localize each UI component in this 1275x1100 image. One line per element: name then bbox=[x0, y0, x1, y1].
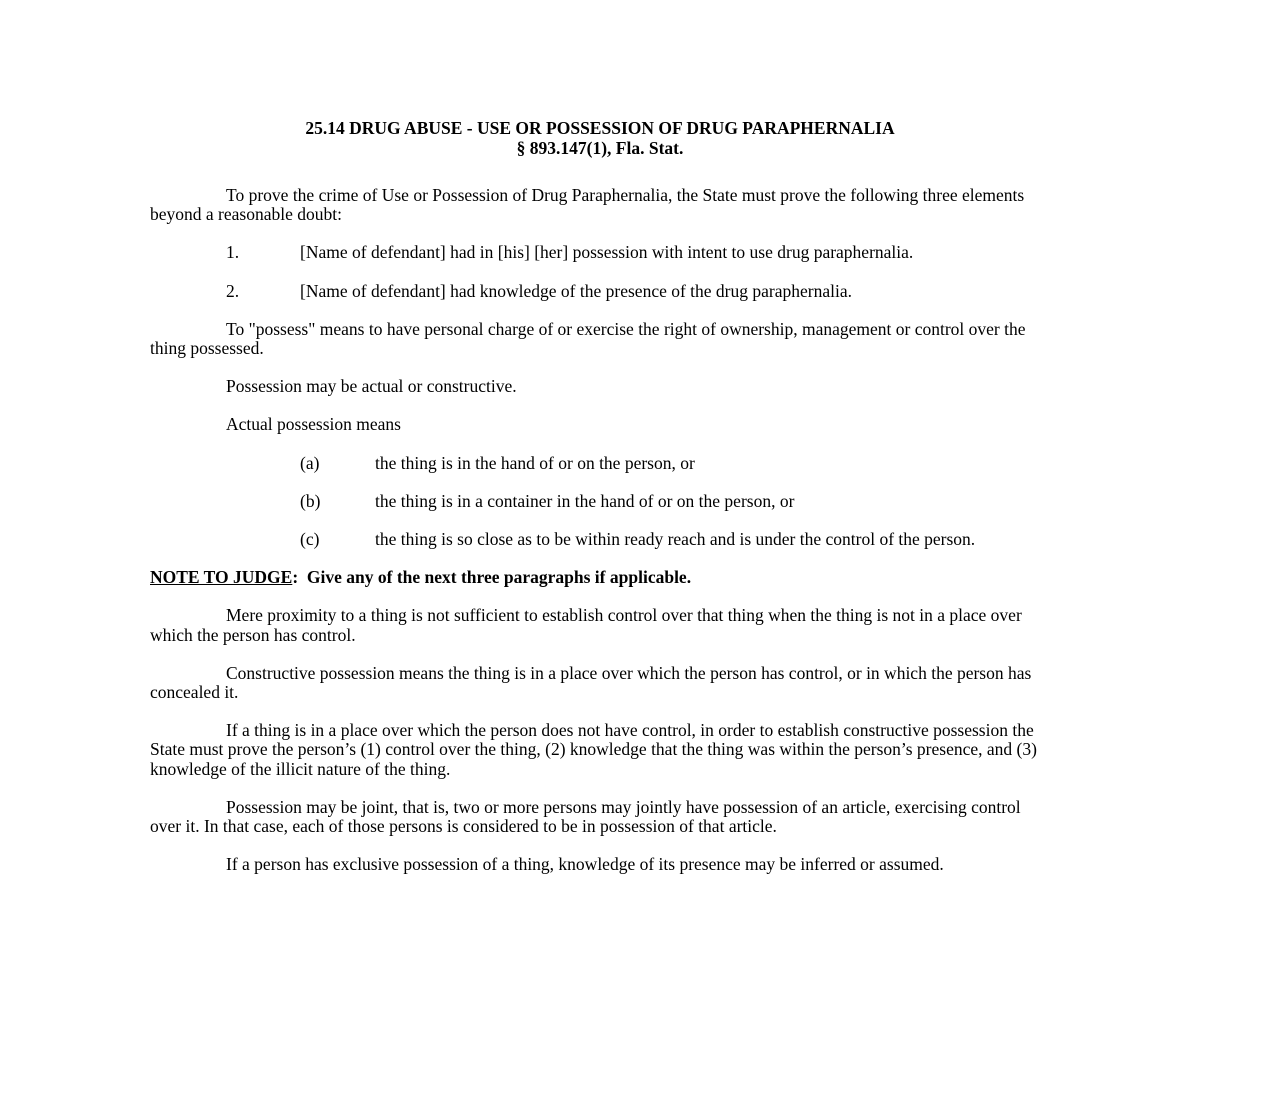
item-letter: (b) bbox=[300, 490, 321, 511]
element-item bbox=[150, 282, 1050, 301]
actual-possession-item bbox=[150, 454, 1050, 473]
document-page bbox=[150, 118, 1050, 874]
item-text: the thing is in a container in the hand of or on the person, or bbox=[375, 490, 795, 511]
actual-possession-item bbox=[150, 492, 1050, 511]
element-text: [Name of defendant] had in [his] [her] possession with intent to use drug paraphernalia. bbox=[300, 242, 914, 263]
element-number: 1. bbox=[226, 242, 240, 263]
item-letter: (a) bbox=[300, 452, 320, 473]
possess-definition: To "possess" means to have personal charge of or exercise the right of ownership, management or control over the thing possessed. bbox=[150, 318, 1026, 359]
exclusive-possession-paragraph: If a person has exclusive possession of a thing, knowledge of its presence may be inferred or assumed. bbox=[226, 854, 944, 875]
statute-citation: § 893.147(1), Fla. Stat. bbox=[516, 138, 684, 158]
constructive-paragraph: Constructive possession means the thing is in a place over which the person has control, or in which the person has concealed it. bbox=[150, 662, 1032, 703]
no-control-paragraph: If a thing is in a place over which the person does not have control, in order to establish constructive possession the State must prove the person’s (1) control over the thing, (2) knowledge that the thing was within the person’s presence, and (3) knowledge of the illicit nature of the thing. bbox=[150, 720, 1037, 779]
item-letter: (c) bbox=[300, 529, 320, 550]
item-text: the thing is so close as to be within ready reach and is under the control of the person. bbox=[375, 529, 976, 550]
note-colon: : bbox=[292, 567, 299, 588]
actual-possession-item bbox=[150, 530, 1050, 549]
element-item bbox=[150, 243, 1050, 262]
item-text: the thing is in the hand of or on the person, or bbox=[375, 452, 695, 473]
note-text: Give any of the next three paragraphs if applicable. bbox=[306, 567, 692, 588]
intro-paragraph: To prove the crime of Use or Possession of Drug Paraphernalia, the State must prove the following three elements beyond a reasonable doubt: bbox=[150, 185, 1025, 225]
actual-possession-heading: Actual possession means bbox=[226, 414, 401, 435]
document-title: 25.14 DRUG ABUSE - USE OR POSSESSION OF DRUG PARAPHERNALIA bbox=[305, 118, 895, 138]
note-to-judge bbox=[150, 568, 1050, 587]
element-number: 2. bbox=[226, 280, 240, 301]
proximity-paragraph: Mere proximity to a thing is not sufficient to establish control over that thing when the thing is not in a place over which the person has control. bbox=[150, 605, 1022, 645]
possession-types: Possession may be actual or constructive. bbox=[226, 376, 517, 397]
element-text: [Name of defendant] had knowledge of the presence of the drug paraphernalia. bbox=[300, 280, 852, 301]
joint-possession-paragraph: Possession may be joint, that is, two or more persons may jointly have possession of an article, exercising control over it. In that case, each of those persons is considered to be in possession of that article. bbox=[150, 796, 1021, 837]
note-label: NOTE TO JUDGE bbox=[150, 567, 293, 588]
